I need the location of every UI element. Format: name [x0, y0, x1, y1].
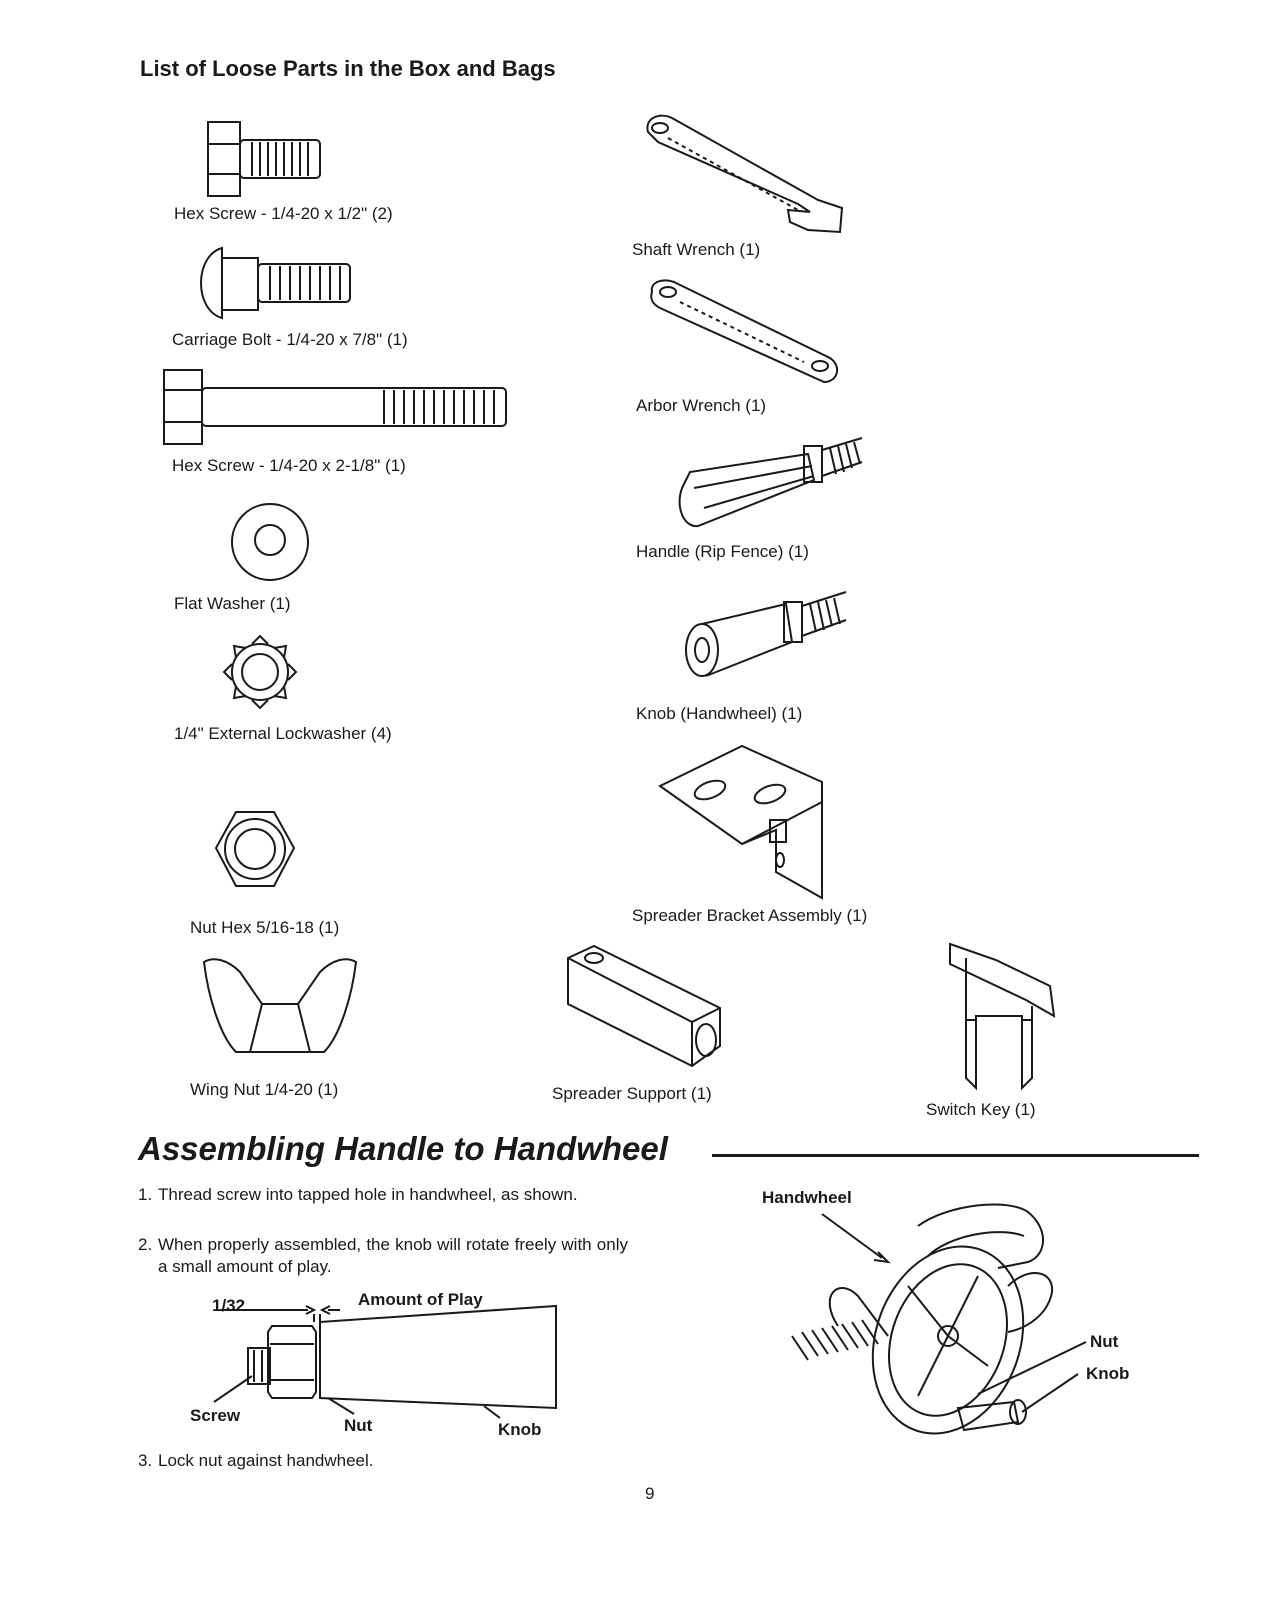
- nut-label: Nut: [344, 1416, 373, 1435]
- handle-rip-fence-label: Handle (Rip Fence) (1): [636, 542, 809, 561]
- lockwasher-icon: [222, 634, 298, 710]
- step-number: 3.: [138, 1451, 153, 1470]
- heading-rule: [712, 1154, 1199, 1157]
- carriage-bolt-icon: [200, 244, 360, 322]
- spreader-bracket-icon: [656, 742, 828, 904]
- screw-label: Screw: [190, 1406, 241, 1425]
- shaft-wrench-icon: [638, 112, 848, 244]
- lockwasher-label: 1/4" External Lockwasher (4): [174, 724, 392, 743]
- handwheel-nut-label: Nut: [1090, 1332, 1119, 1351]
- step-text: Thread screw into tapped hole in handwheel, as shown.: [158, 1185, 578, 1204]
- arbor-wrench-icon: [644, 278, 844, 388]
- section-heading: Assembling Handle to Handwheel: [138, 1130, 668, 1167]
- amount-of-play-label: Amount of Play: [358, 1290, 483, 1309]
- step-2: [138, 1234, 628, 1278]
- knob-handwheel-icon: [680, 586, 860, 682]
- page-number: 9: [645, 1484, 655, 1503]
- step-number: 1.: [138, 1185, 153, 1204]
- wing-nut-label: Wing Nut 1/4-20 (1): [190, 1080, 339, 1099]
- switch-key-label: Switch Key (1): [926, 1100, 1036, 1119]
- nut-hex-icon: [212, 808, 298, 890]
- step-1: [138, 1184, 628, 1206]
- hex-screw-long-label: Hex Screw - 1/4-20 x 2-1/8" (1): [172, 456, 406, 475]
- wing-nut-icon: [200, 956, 360, 1056]
- knob-label: Knob: [498, 1420, 542, 1439]
- handwheel-knob-label: Knob: [1086, 1364, 1130, 1383]
- handwheel-illustration: [778, 1196, 1088, 1450]
- flat-washer-label: Flat Washer (1): [174, 594, 291, 613]
- hex-screw-short-label: Hex Screw - 1/4-20 x 1/2" (2): [174, 204, 393, 223]
- spreader-support-icon: [564, 944, 724, 1070]
- step-number: 2.: [138, 1235, 153, 1254]
- arbor-wrench-label: Arbor Wrench (1): [636, 396, 767, 415]
- step-text: Lock nut against handwheel.: [158, 1451, 374, 1470]
- carriage-bolt-label: Carriage Bolt - 1/4-20 x 7/8" (1): [172, 330, 408, 349]
- handle-rip-fence-icon: [664, 432, 874, 538]
- spreader-support-label: Spreader Support (1): [552, 1084, 712, 1103]
- switch-key-icon: [946, 940, 1058, 1092]
- page-title: List of Loose Parts in the Box and Bags: [140, 56, 556, 81]
- hex-screw-short-icon: [206, 118, 326, 200]
- nut-hex-label: Nut Hex 5/16-18 (1): [190, 918, 340, 937]
- spreader-bracket-label: Spreader Bracket Assembly (1): [632, 906, 868, 925]
- hex-screw-long-icon: [162, 368, 512, 448]
- step-text: When properly assembled, the knob will rotate freely with only a small amount of play.: [158, 1235, 628, 1276]
- step-3: [138, 1450, 628, 1472]
- shaft-wrench-label: Shaft Wrench (1): [632, 240, 761, 259]
- fraction-label: 1/32: [212, 1296, 246, 1315]
- flat-washer-icon: [228, 500, 312, 584]
- handwheel-label: Handwheel: [762, 1188, 852, 1207]
- knob-handwheel-label: Knob (Handwheel) (1): [636, 704, 803, 723]
